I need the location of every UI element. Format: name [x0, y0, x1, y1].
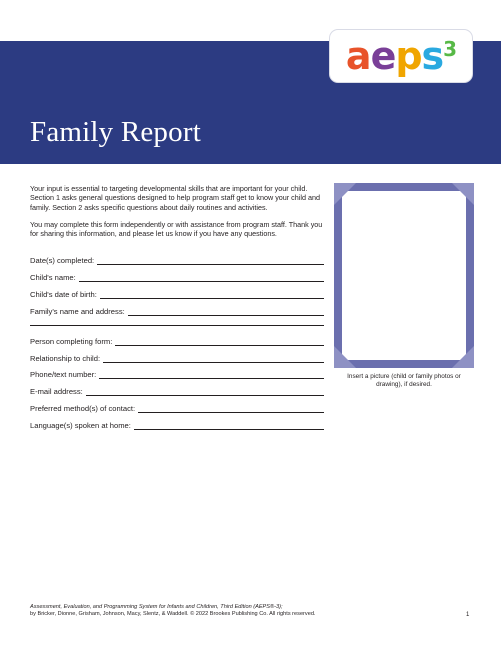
- email-field: [30, 384, 324, 396]
- contact-method-line[interactable]: [138, 404, 324, 413]
- dates-completed-label: Date(s) completed:: [30, 256, 95, 265]
- aeps3-logo: [330, 30, 472, 82]
- photo-caption: Insert a picture (child or family photos or drawing), if desired.: [347, 373, 461, 389]
- languages-line[interactable]: [134, 421, 324, 430]
- footer-citation: [30, 604, 350, 619]
- phone-label: Phone/text number:: [30, 370, 97, 379]
- email-line[interactable]: [86, 387, 324, 396]
- family-name-address-field: [30, 304, 324, 316]
- family-name-address-label: Family's name and address:: [30, 307, 125, 316]
- frame-corner-top-left-icon: [334, 183, 356, 205]
- family-name-address-line[interactable]: [128, 307, 324, 316]
- phone-field: [30, 367, 324, 379]
- child-dob-line[interactable]: [100, 290, 324, 299]
- page-number: 1: [466, 612, 470, 618]
- languages-label: Language(s) spoken at home:: [30, 421, 131, 430]
- phone-line[interactable]: [99, 370, 324, 379]
- relationship-label: Relationship to child:: [30, 354, 101, 363]
- intro-paragraph-1: Your input is essential to targeting developmental skills that are important for your child. Section 1 asks general questions designed to help program staff get to know your child and family. Section 2 asks specific questions about daily routines and activities.: [30, 184, 320, 212]
- dates-completed-line[interactable]: [97, 256, 324, 265]
- footer-citation-title: Assessment, Evaluation, and Programming System for Infants and Children, Third Edition (AEPS®-3);: [30, 604, 283, 610]
- frame-corner-bottom-right-icon: [452, 346, 474, 368]
- logo-letter-p: p: [395, 34, 422, 78]
- child-dob-field: [30, 287, 324, 299]
- email-label: E-mail address:: [30, 387, 83, 396]
- person-completing-label: Person completing form:: [30, 337, 113, 346]
- photo-drop-area[interactable]: [342, 191, 466, 360]
- family-address-second-line[interactable]: [30, 325, 324, 326]
- person-completing-line[interactable]: [115, 337, 324, 346]
- frame-corner-bottom-left-icon: [334, 346, 356, 368]
- child-name-field: [30, 270, 324, 282]
- contact-method-field: [30, 401, 324, 413]
- logo-letter-e: e: [370, 34, 396, 78]
- footer-citation-authors: by Bricker, Dionne, Grisham, Johnson, Macy, Slentz, & Waddell. © 2022 Brookes Publishing Co. All rights reserved.: [30, 611, 316, 618]
- logo-superscript: 3: [443, 37, 457, 61]
- contact-method-label: Preferred method(s) of contact:: [30, 404, 136, 413]
- page-title: Family Report: [30, 116, 201, 148]
- person-completing-field: [30, 334, 324, 346]
- child-name-label: Child's name:: [30, 273, 76, 282]
- frame-corner-top-right-icon: [452, 183, 474, 205]
- intro-paragraph-2: You may complete this form independently or with assistance from program staff. Thank you for sharing this information, and please let us know if you have any questions.: [30, 220, 323, 239]
- logo-letter-a: a: [345, 34, 371, 78]
- relationship-line[interactable]: [103, 354, 324, 363]
- child-name-line[interactable]: [79, 273, 324, 282]
- dates-completed-field: [30, 253, 324, 265]
- languages-field: [30, 418, 324, 430]
- relationship-field: [30, 351, 324, 363]
- logo-letter-s: s: [421, 34, 444, 78]
- child-dob-label: Child's date of birth:: [30, 290, 97, 299]
- logo-letters: [345, 34, 457, 78]
